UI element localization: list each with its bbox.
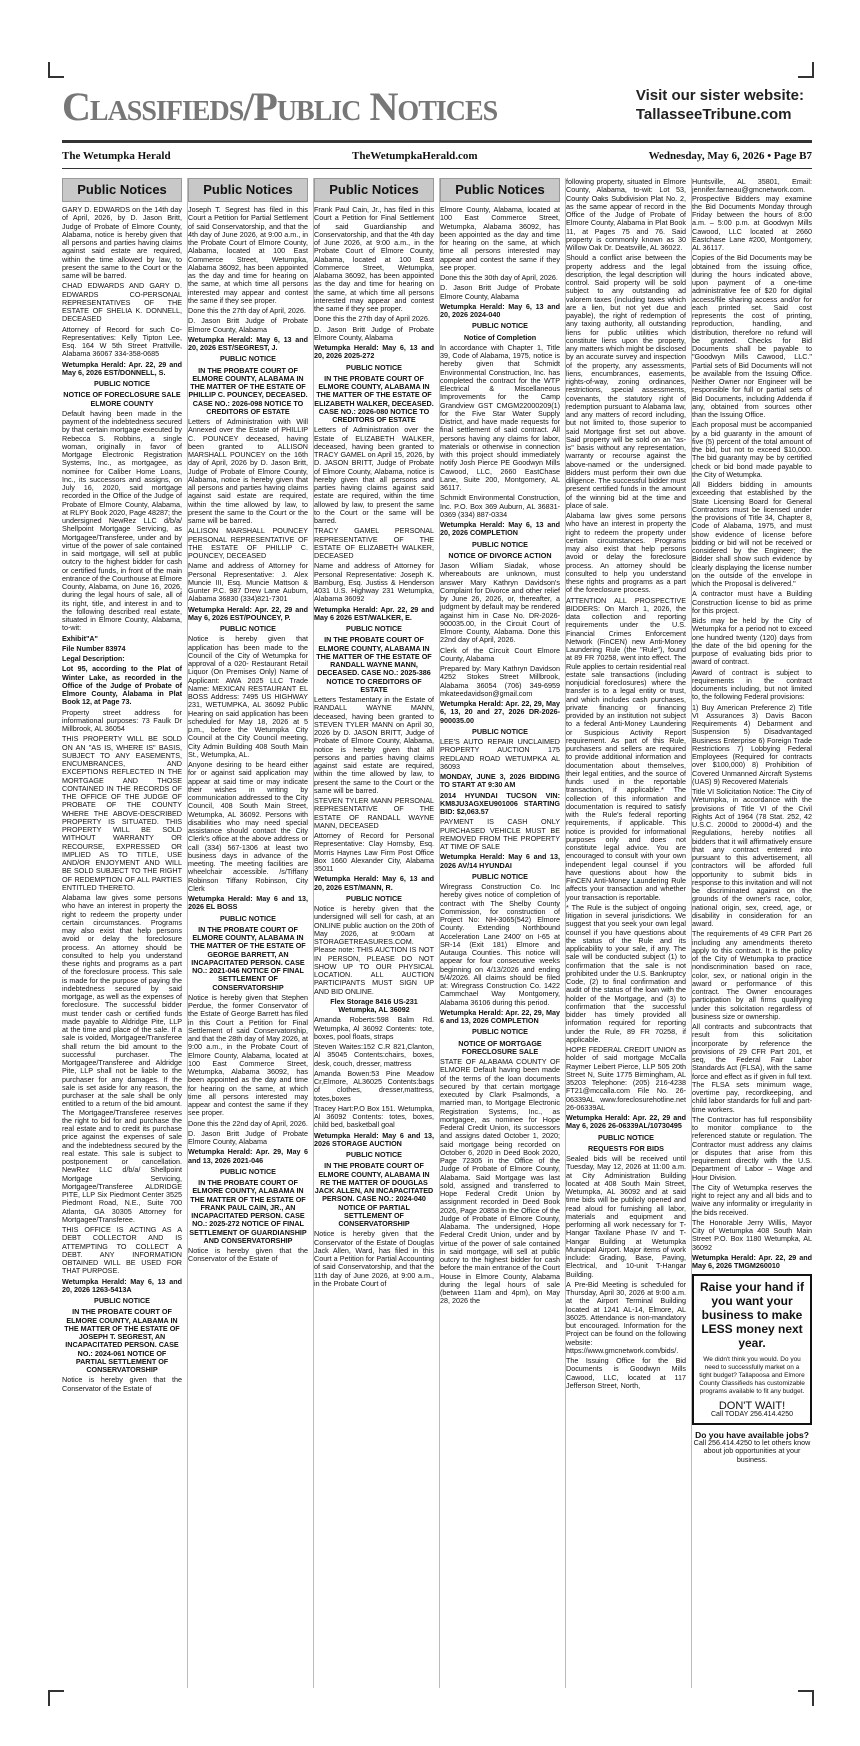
notice-heading: PUBLIC NOTICE [220,913,276,923]
ad-phone: Call TODAY 256.414.4250 [711,1410,793,1418]
storage-facility: Flex Storage 8416 US-231 Wetumpka, AL 36092 [330,996,418,1014]
notice-text: Letters of Administration with Will Annexed over the Estate of PHILLIP C. POUNCEY deceased, having been granted to ALLISON MARSHALL POUNCEY on the 16th day of April, 2026 by D. Jason Britt, Judge of Probate of Elmore County, Alabama, notice is hereby given that all persons and parties having claims against said estate are required, within the time allowed by law, to present the same to the Court or the same will be barred. [188,417,308,525]
notice-text: THIS OFFICE IS ACTING AS A DEBT COLLECTOR AND IS ATTEMPTING TO COLLECT A DEBT. ANY INFORMATION OBTAINED WILL BE USED FOR THAT PURPOSE. [62,1225,182,1276]
notice-text: The Honorable Jerry Willis, Mayor City of Wetumpka 408 South Main Street P.O. Box 1180 Wetumpka, AL 36092 [692,1217,812,1252]
notice-text: Lot 95, according to the Plat of Winter Lake, as recorded in the Office of the Judge of Probate of Elmore County, Alabama in Plat Book 12, at Page 73. [62,664,182,707]
notice-text: Sealed bids will be received until Tuesday, May 12, 2026 at 11:00 a.m. at City Administration Building located at 408 South Main Street, Wetumpka, AL 36092 and at said time bids will be publicly opened and read aloud for furnishing all labor, materials and equipment and performing all work necessary for T-Hangar Taxilane Phase IV and T-Hangar Building at Wetumpka Municipal Airport. Major items of work include: Grading, Base, Paving, Electrical, and 10-unit T-Hangar Building. [566,1154,686,1279]
notice-text: 1) Buy American Preference 2) Title VI Assurances 3) Davis Bacon Requirements 4) Debarment and Suspension 5) Disadvantaged Business Enterprise 6) Foreign Trade Restrictions 7) Lobbying Federal Employees (Required for contracts over $100,000) 8) Prohibition of Covered Unmanned Aircraft Systems (UAS) 9) Recovered Materials [692,702,812,786]
publication-line: Wetumpka Herald: May 6, 13 and 20, 2026 COMPLETION [440,520,560,538]
notice-text: Copies of the Bid Documents may be obtained from the issuing office, during the hours indicated above, upon payment of a one-time administrative fee of $20 for digital access/file sharing access and/or for each printed set. Said cost represents the cost of printing, reproduction, handling, and distribution, therefore no refund will be granted. Checks for Bid Documents shall be payable to "Goodwyn Mills Cawood, LLC." Partial sets of Bid Documents will not be available from the Issuing Office. Neither Owner nor Engineer will be responsible for full or partial sets of Bid Documents, including Addenda if any, obtained from sources other than the Issuing Office. [692,253,812,419]
notice-text: Should a conflict arise between the property address and the legal description, the legal description will control. Said property will be sold subject to any outstanding ad valorem taxes (including taxes which are a lien, but not yet due and payable), the right of redemption of any taxing authority, all outstanding liens for public utilities which constitute liens upon the property, any matters which might be disclosed by an accurate survey and inspection of the property, any assessments, liens, encumbrances, easements, rights-of-way, zoning ordinances, restrictions, special assessments, covenants, the statutory right of redemption pursuant to Alabama law, and any matters of record including, but not limited to, those superior to said Mortgage first set out above. Said property will be sold on an "as-is" basis without any representation, warranty or recourse against the above-named or the undersigned. Bidders must perform their own due diligence. The successful bidder must present certified funds in the amount of the winning bid at the time and place of sale. [566,253,686,510]
publication-line: Wetumpka Herald: May 6, 13 and 20, 2026 EST/MANN, R. [314,874,434,892]
notice-title: NOTICE OF FORECLOSURE SALE ELMORE COUNTY [63,390,181,408]
notice-text: All contracts and subcontracts that result from this solicitation incorporate by reference the provisions of 29 CFR Part 201, et seq, the Federal Fair Labor Standards Act (FLSA), with the same force and effect as if given in full text. The FLSA sets minimum wage, overtime pay, recordkeeping, and child labor standards for full and part-time workers. [692,1022,812,1114]
notice-text: * The Rule is the subject of ongoing litigation in several jurisdictions. We suggest that you seek your own legal counsel if you have questions about the status of the Rule and its applicability to your sale, if any. The sale will be conducted subject (1) to confirmation that the sale is not prohibited under the U.S. Bankruptcy Code, (2) to final confirmation and audit of the status of the loan with the holder of the Mortgage, and (3) to confirmation that the successful bidder has timely provided all information required for reporting under the Rule, 89 FR 70258, if applicable. [566,902,686,1044]
notice-text: Notice is hereby given that application has been made to the Council of the City of Wetumpka for approval of a 020- Restaurant Retail Liquor (On Premises Only) Name of Applicant: AWA 2025 LLC Trade Name: MEXICAN RESTAURANT EL BOSS Address: 7495 US HIGHWAY 231, WETUMPKA, AL 36092 Public Hearing on said application has been scheduled for May 18, 2026 at 5 p.m., before the Wetumpka City Council at the City Council meeting, City Admin Building 408 South Main St., Wetumpka, AL. [188,634,308,759]
ad-headline: Raise your hand if you want your business to make LESS money next year. [699,1280,805,1351]
notice-heading: PUBLIC NOTICE [220,1166,276,1176]
notice-text: The requirements of 49 CFR Part 26 including any amendments thereto apply to this contract. It is the policy of the City of Wetumpka to practice nondiscrimination based on race, color, sex, or national origin in the award or performance of this contract. The Owner encourages participation by all firms qualifying under this solicitation regardless of business size or ownership. [692,929,812,1021]
notice-text: Notice is hereby given that Stephen Perdue, the former Conservator of the Estate of George Barrett has filed in this Court a Petition for Final Settlement of said Conservatorship, and that the 28th day of May 2026, at 9:00 a.m., in the Probate Court of Elmore County, Alabama, located at 100 East Commerce Street, Wetumpka, Alabama 36092, has been appointed as the day and time for hearing on the same, at which time all persons interested may appear and contest the same if they see proper. [188,992,308,1118]
notice-text: Notice is hereby given that the Conservator of the Estate of [188,1246,308,1264]
column-header: Public Notices [314,178,434,202]
notice-heading: PUBLIC NOTICE [472,871,528,881]
notice-heading: PUBLIC NOTICE [94,1296,150,1305]
auction-date: MONDAY, JUNE 3, 2026 BIDDING TO START AT 9:30 AM [440,772,560,790]
notice-text: Name and address of Attorney for Personal Representative: Joseph K. Bamburg, Esq. Justiss & Henderson 4031 U.S. Highway 231 Wetumpka, Alabama 36092 [314,561,434,604]
notice-title: IN THE PROBATE COURT OF ELMORE COUNTY, ALABAMA IN THE MATTER OF THE ESTATE OF PHILLIP C. POUNCEY, DECEASED. CASE NO.: 2026-098 NOTICE TO CREDITORS OF ESTATE [188,365,308,416]
notice-title: IN THE PROBATE COURT OF ELMORE COUNTY, ALABAMA IN THE MATTER OF THE ESTATE OF RANDALL WAYNE MANN, DECEASED. CASE NO.: 2025-386 NOTICE TO CREDITORS OF ESTATE [316,635,432,694]
notice-heading: PUBLIC NOTICE [472,539,528,549]
sister-site-promo [636,86,804,124]
jobs-title: Do you have available jobs? [695,1429,809,1440]
publication-line: Wetumpka Herald: May 6 and 13, 2026 AV/14 HYUNDAI [440,852,560,870]
notice-text: Joseph T. Segrest has filed in this Court a Petition for Partial Settlement of said Conservatorship, and that the 4th day of June 2026, at 9:00 a.m., in the Probate Court of Elmore County, Alabama, located at 100 East Commerce Street, Wetumpka, Alabama 36092, has been appointed as the day and time for hearing on the same, at which time all persons interested may appear and contest the same if they see proper. [188,205,308,305]
notice-title: REQUESTS FOR BIDS [588,1143,664,1153]
notice-text: Notice is hereby given that the Conservator of the Estate of [62,1375,182,1393]
notice-title: IN THE PROBATE COURT OF ELMORE COUNTY, ALABAMA IN RE THE MATTER OF DOUGLAS JACK ALLEN, AN INCAPACITATED PERSON. CASE NO.: 2024-040 NOTICE OF PARTIAL SETTLEMENT OF CONSERVATORSHIP [314,1161,434,1228]
notice-text: D. Jason Britt Judge of Probate Elmore County, Alabama [314,324,434,342]
notice-text: D. Jason Britt Judge of Probate Elmore County, Alabama [188,316,308,334]
notice-text: Anyone desiring to be heard either for or against said application may appear at said time or may indicate their wishes in writing by communication addressed to the City Council, 408 South Main Street, Wetumpka, AL 36092. Persons with disabilities who may need special assistance should contact the City Clerk's office at the above address or call (334) 567-1306 at least two business days in advance of the meeting. The meeting facilities are wheelchair accessible. /s/Tiffany Robinson Tiffany Robinson, City Clerk [188,760,308,893]
notice-text: Amanda Bowen:53 Pine Meadow Cr,Elmore, AL36025 Contents:bags of clothes, dresser,mattress, totes,boxes [314,1068,434,1103]
notice-text: Attorney of Record for Personal Representative: Clay Hornsby, Esq. Morris Haynes Law Firm Post Office Box 1660 Alexander City, Alabama 35011 [314,831,434,873]
advertising-promo-box [692,1274,812,1425]
notice-text: File Number 83974 [62,643,126,653]
date-and-page: Wednesday, May 6, 2026 • Page B7 [648,150,812,162]
notice-text: Property street address for informational purposes: 73 Faulk Dr Millbrook, AL 36054 [62,707,182,733]
newspaper-page [48,70,812,1690]
notice-title: NOTICE OF DIVORCE ACTION [448,550,552,560]
notice-text: Each proposal must be accompanied by a bid guaranty in the amount of five (5) percent of the total amount of the bid, but not to exceed $10,000. The bid guaranty may be by certified check or bid bond made payable to the City of Wetumpka. [692,420,812,479]
jobs-promo [692,1431,812,1464]
notice-text: Steven Waites:152 C.R 821,Clanton, Al 35045 Contents:chairs, boxes, desk, couch, dresser, mattress [314,1042,434,1068]
notice-text: All Bidders bidding in amounts exceeding that established by the State Licensing Board for General Contractors must be licensed under the provisions of Title 34, Chapter 8, Code of Alabama, 1975, and must show evidence of license before bidding or bid will not be received or considered by the Engineer; the Bidder shall show such evidence by clearly displaying the license number on the outside of the envelope in which the Proposal is delivered." [692,480,812,588]
notice-title: IN THE PROBATE COURT OF ELMORE COUNTY, ALABAMA IN THE MATTER OF THE ESTATE OF JOSEPH T. SEGREST, AN INCAPACITATED PERSON. CASE NO.: 2024-061 NOTICE OF PARTIAL SETTLEMENT OF CONSERVATORSHIP [64,1307,180,1374]
notice-heading: PUBLIC NOTICE [94,379,150,388]
section-title: Classifieds/Public Notices [62,84,498,129]
notice-text: Notice is hereby given that the Conservator of the Estate of Douglas Jack Allen, Ward, has filed in this Court a Petition for Partial Accounting of said Conservatorship, and that the 11th day of June 2026, at 9:00 a.m., in the Probate Court of [314,1229,434,1288]
notice-text: Jason William Siadak, whose whereabouts are unknown, must answer Mary Kathryn Davidson's Complaint for Divorce and other relief by June 26, 2026, or, thereafter, a judgment by default may be rendered against him in Case No. DR-2026-900035.00, in the Circuit Court of Elmore County, Alabama. Done this 22nd day of April, 2026. [440,561,560,645]
notice-heading: PUBLIC NOTICE [472,726,528,736]
vehicle-listing: 2014 HYUNDAI TUCSON VIN: KM8JU3AGXEU901006 STARTING BID: $2,063.57 [440,790,560,816]
column-3 [314,178,434,1688]
notice-text: Done this the 22nd day of April, 2026. [188,1118,308,1128]
column-2 [188,178,308,1688]
column-5 [566,178,686,1688]
masthead [48,84,812,130]
notice-text: In accordance with Chapter 1, Title 39, Code of Alabama, 1975, notice is hereby given that Schmidt Environmental Construction, Inc. has completed the contract for the WTP Electrical & Miscellaneous Improvements for the Camp Grandview GST CMGM22000209(1) for the Five Star Water Supply District, and have made requests for final settlement of said contract. All persons having any claims for labor, materials or otherwise in connection with this project should immediately notify Josh Pierce PE Goodwyn Mills Cawood, LLC, 2660 EastChase Lane, Suite 200, Montgomery, AL 36117. [440,342,560,492]
notice-text: Title VI Solicitation Notice: The City of Wetumpka, in accordance with the provisions of Title VI of the Civil Rights Act of 1964 (78 Stat. 252, 42 U.S.C. 2000d to 2000d-4) and the Regulations, hereby notifies all bidders that it will affirmatively ensure that any contract entered into pursuant to this advertisement, all contractors will be afforded full opportunity to submit bids in response to this invitation and will not be discriminated against on the grounds of the owner's race, color, national origin, sex, creed, age, or disability in consideration for an award. [692,787,812,928]
notice-heading: PUBLIC NOTICE [346,1150,402,1159]
notice-title: IN THE PROBATE COURT OF ELMORE COUNTY, ALABAMA IN THE MATTER OF THE ESTATE OF FRANK PAUL CAIN, JR., AN INCAPACITATED PERSON. CASE NO.: 2025-272 NOTICE OF FINAL SETTLEMENT OF GUARDIANSHIP AND CONSERVATORSHIP [189,1178,307,1245]
notice-text: D. Jason Britt Judge of Probate Elmore County, Alabama [188,1128,308,1146]
publication-line: Wetumpka Herald: Apr. 22, 29 and May 6 2026 EST/WALKER, E. [314,604,434,622]
publication-line: Wetumpka Herald: May 6 and 13, 2026 STORAGE AUCTION [314,1130,434,1148]
notice-heading: PUBLIC NOTICE [220,624,276,633]
publication-line: Wetumpka Herald: May 6, 13 and 20, 2026 2025-272 [314,343,434,361]
publication-line: Wetumpka Herald: Apr. 29, May 6 and 13, 2026 2021-046 [188,1147,308,1165]
publication-line: Wetumpka Herald: May 6, 13 and 20, 2026 2024-040 [440,301,560,319]
notice-text: Tracey Hart:P.O Box 151. Wetumpka, Al 36092 Contents: totes, boxes, child bed, basketball goal [314,1103,434,1130]
ad-body: We didn't think you would. Do you need to successfully market on a tight budget? Tallapoosa and Elmore County Classifieds has customizable programs available to fit any budget. [699,1356,805,1396]
notice-text: The City of Wetumpka reserves the right to reject any and all bids and to waive any informality or irregularity in the bids received. [692,1182,812,1217]
column-4 [440,178,560,1688]
notice-heading: PUBLIC NOTICE [472,321,528,331]
sister-site-url[interactable]: TallasseeTribune.com [635,106,792,123]
notice-text: Name and address of Attorney for Personal Representative: J. Alex Muncie III, Esq. Muncie Mattson & Gunter P.C. 987 Drew Lane Auburn, Alabama 36830 (334)821-7301 [188,561,308,604]
notice-text: ATTENTION ALL PROSPECTIVE BIDDERS: On March 1, 2026, the data collection and reporting requirements under the U.S. Financial Crimes Enforcement Network (FinCEN) new Anti-Money Laundering Rule (the "Rule"), found at 89 FR 70258, went into effect. The Rule applies to certain residential real estate sale transactions (including nonjudicial foreclosures) where the transfer is to a legal entity or trust, and which includes cash purchases, private financing or financing provided by an institution not subject to a federal Anti-Money Laundering or Suspicious Activity Report requirement. As part of this Rule, purchasers and sellers are required to provide additional information and documentation about themselves, their legal entities, and the source of funds used in the reportable transaction, if applicable.* The collection of this information and documentation is required to satisfy with the Rule's federal reporting requirements, if applicable. This notice is provided for informational purposes only and does not constitute legal advice. You are encouraged to consult with your own independent legal counsel if you have questions about how the FinCEN Anti-Money Laundering Rule affects your transaction and whether your transaction is reportable. [566,595,686,902]
notice-text: Wiregrass Construction Co. Inc hereby gives notice of completion of contract with The Shelby County Commission, for construction of Project No: NH-3065(542) Elmore County. Extending Northbound Acceleration Lane 2400' on I-65 at SR-14 (Exit 181) Elmore and Autauga Counties. This notice will appear for four consecutive weeks beginning on 4/13/2026 and ending 5/4/2026. All claims should be filed at: Wiregrass Construction Co. 1422 Cammchael Way Montgomery, Alabama 36106 during this period. [440,882,560,1007]
crop-mark-bottom-left [48,1690,64,1706]
notice-text: Attorney of Record for such Co- Representatives: Kelly Tipton Lee, Esq. 164 W 5th Street Prattville, Alabama 36067 334-358-0685 [62,324,182,359]
publication-line: Wetumpka Herald: May 6, 13 and 20, 2026 EST/SEGREST, J. [188,334,308,352]
notice-heading: PUBLIC NOTICE [346,362,402,372]
notice-text: LEE'S AUTO REPAIR UNCLAIMED PROPERTY AUCTION 175 REDLAND ROAD WETUMPKA AL 36093 [440,737,560,771]
notice-text: Bids may be held by the City of Wetumpka for a period not to exceed one hundred twenty (120) days from the date of the bid opening for the purpose of evaluating bids prior to award of contract. [692,616,812,667]
visit-line: Visit our sister website: [635,87,804,104]
notice-text: Notice is hereby given that the undersigned will sell for cash, at an ONLINE public auction on the 20th of May 2026, at 9:00am at STORAGETREASURES.COM. Please note: THIS AUCTION IS NOT IN PERSON, PLEASE DO NOT SHOW UP TO OUR PHYSICAL LOCATION. ALL AUCTION PARTICIPANTS MUST SIGN UP AND BID ONLINE. [314,904,434,996]
notice-text: Elmore County, Alabama, located at 100 East Commerce Street, Wetumpka, Alabama 36092, has been appointed as the day and time for hearing on the same, at which time all persons interested may appear and contest the same if they see proper. [440,205,560,272]
notice-text: STATE OF ALABAMA COUNTY OF ELMORE Default having been made of the terms of the loan documents secured by that certain mortgage executed by Clark Psalmonds, a married man, to Mortgage Electronic Registration Systems, Inc., as mortgagee, as nominee for Hope Federal Credit Union, its successors and assigns dated October 1, 2020; said mortgage being recorded on October 6, 2020 in Deed Book 2020, Page 72305 in the Office of the Judge of Probate of Elmore County, Alabama. Said Mortgage was last sold, assigned and transferred to Hope Federal Credit Union by assignment recorded in Deed Book 2026, Page 20858 in the Office of the Judge of Probate of Elmore County, Alabama. The undersigned, Hope Federal Credit Union, under and by virtue of the power of sale contained in said mortgage, will sell at public outcry to the highest bidder for cash before the main entrance of the Court House in Elmore County, Alabama during the legal hours of sale (between 11am and 4pm), on May 28, 2026 the [440,1057,560,1306]
publication-line: Wetumpka Herald: Apr. 22, 29, May 6, 13, 20 and 27, 2026 DR-2026-900035.00 [440,699,560,725]
notice-text: Legal Description: [62,654,125,663]
notice-text: Huntsville, AL 35801, Email: jennifer.farneau@gmcnetwork.com. Prospective Bidders may examine the Bid Documents Monday through Friday between the hours of 8:00 a.m. – 5:00 p.m. at Goodwyn Mills Cawood, LLC located at 2660 Eastchase Lane #200, Montgomery, AL 36117. [692,178,812,252]
notice-text: STEVEN TYLER MANN PERSONAL REPRESENTATIVE OF THE ESTATE OF RANDALL WAYNE MANN, DECEASED [314,796,434,830]
notice-text: PAYMENT IS CASH ONLY PURCHASED VEHICLE MUST BE REMOVED FROM THE PROPERTY AT TIME OF SALE [440,817,560,851]
notice-text: Letters Testamentary in the Estate of RANDALL WAYNE MANN, deceased, having been granted to STEVEN TYLER MANN on April 30, 2026 by D. JASON BRITT, Judge of Probate of Elmore County, Alabama, notice is hereby given that all persons and parties having claims against said estate are required, within the time allowed by law, to present the same to the Court or the same will be barred. [314,695,434,795]
folio-line [62,150,812,166]
notice-heading: PUBLIC NOTICE [472,1027,528,1037]
paper-name: The Wetumpka Herald [62,150,171,162]
notice-title: IN THE PROBATE COURT OF ELMORE COUNTY, ALABAMA IN THE MATTER OF THE ESTATE OF GEORGE BARRETT, AN INCAPACITATED PERSON. CASE NO.: 2021-046 NOTICE OF FINAL SETTLEMENT OF CONSERVATORSHIP [190,924,306,992]
column-6 [692,178,812,1688]
notice-text: A contractor must have a Building Construction license to bid as prime for this project. [692,589,812,615]
notice-text: THIS PROPERTY WILL BE SOLD ON AN "AS IS, WHERE IS" BASIS, SUBJECT TO ANY EASEMENTS, ENCUMBRANCES, AND EXCEPTIONS REFLECTED IN THE MORTGAGE AND THOSE CONTAINED IN THE RECORDS OF THE OFFICE OF THE JUDGE OF PROBATE OF THE COUNTY WHERE THE ABOVE-DESCRIBED PROPERTY IS SITUATED. THIS PROPERTY WILL BE SOLD WITHOUT WARRANTY OR RECOURSE, EXPRESSED OR IMPLIED AS TO TITLE, USE AND/OR ENJOYMENT AND WILL BE SOLD SUBJECT TO THE RIGHT OF REDEMPTION OF ALL PARTIES ENTITLED THERETO. [62,734,182,892]
notice-text: Done this the 30th day of April, 2026. [440,273,558,282]
notice-text: Amanda Roberts:598 Balm Rd. Wetumpka, Al 36092 Contents: tote, boxes, pool floats, straps [314,1015,434,1041]
publication-line: Wetumpka Herald: Apr. 22, 29 and May 6, 2026 EST/POUNCEY, P. [188,604,308,622]
notice-columns [62,178,812,1688]
notice-text: following property, situated in Elmore County, Alabama, to-wit: Lot 53, County Oaks Subdivision Plat No. 2, as the same appear of record in the Office of the Judge of Probate of Elmore County, Alabama in Plat Book 11, at Pages 75 and 76. Said property is commonly known as 30 Willow Oak Dr. Deatsville, AL 36022. [566,178,686,252]
publication-line: Wetumpka Herald: Apr. 22, 29 and May 6, 2026 EST/DONNELL, S. [62,359,182,377]
jobs-body: Call 256.414.4250 to let others know about job opportunities at your business. [693,1438,811,1464]
column-1 [62,178,182,1688]
notice-text: Frank Paul Cain, Jr., has filed in this Court a Petition for Final Settlement of said Guardianship and Conservatorship, and that the 4th day of June 2026, at 9:00 a.m., in the Probate Court of Elmore County, Alabama, located at 100 East Commerce Street, Wetumpka, Alabama 36092, has been appointed as the day and time for hearing on the same, at which time all persons interested may appear and contest the same if they see proper. [314,205,434,313]
notice-text: Done this the 27th day of April 2026. [314,314,430,324]
notice-heading: PUBLIC NOTICE [220,354,276,364]
notice-text: The Issuing Office for the Bid Documents is Goodwyn Mills Cawood, LLC, located at 117 Jefferson Street, North, [566,1356,686,1390]
notice-text: Alabama law gives some persons who have an interest in property the right to redeem the property under certain circumstances. Programs may also exist that help persons avoid or delay the foreclosure process. An attorney should be consulted to help you understand these rights and programs as a part of the foreclosure process. This sale is made for the purpose of paying the indebtedness secured by said mortgage, as well as the expenses of foreclosure. The successful bidder must tender cash or certified funds made payable to Aldridge Pite, LLP at the time and place of the sale. If a sale is voided, Mortgagee/Transferee shall return the bid amount to the successful purchaser. The Mortgagee/Transferee and Aldridge Pite, LLP shall not be liable to the purchaser for any damages. If the sale is set aside for any reason, the purchaser at the sale shall be only entitled to a return of the bid amount. The Mortgagee/Transferee reserves the right to bid for and purchase the real estate and to credit its purchase price against the expenses of sale and the indebtedness secured by the real estate. This sale is subject to postponement or cancellation. NewRez LLC d/b/a/ Shellpoint Mortgage Servicing, Mortgagee/Transferee ALDRIDGE PITE, LLP Six Piedmont Center 3525 Piedmont Road, N.E., Suite 700 Atlanta, GA 30305 Attorney for Mortgagee/Transferee. [62,893,182,1224]
notice-heading: PUBLIC NOTICE [346,893,402,903]
notice-text: Done this the 27th day of April, 2026. [188,306,306,315]
notice-text: Schmidt Environmental Construction, Inc. P.O. Box 369 Auburn, AL 36831-0369 (334) 887-0334 [440,493,560,519]
notice-text: HOPE FEDERAL CREDIT UNION as holder of said mortgage McCalla Raymer Leibert Pierce, LLP 505 20th Street N, Suite 1775 Birmingham, AL 35203 Telephone: (205) 216-4238 FT21@mccalla.com File No. 26-06339AL www.foreclosurehotline.net 26-06339AL [566,1045,686,1112]
notice-heading: PUBLIC NOTICE [598,1132,654,1142]
notice-text: The Contractor has full responsibility to monitor compliance to the referenced statute or regulation. The Contractor must address any claims or disputes that arise from this requirement directly with the U.S. Department of Labor – Wage and Hour Division. [692,1114,812,1182]
notice-text: D. Jason Britt Judge of Probate Elmore County, Alabama [440,283,560,301]
column-header: Public Notices [440,178,560,202]
publication-line: Wetumpka Herald: May 6 and 13, 2026 EL BOSS [188,894,308,912]
notice-text: Alabama law gives some persons who have an interest in property the right to redeem the property under certain circumstances. Programs may also exist that help persons avoid or delay the foreclosure process. An attorney should be consulted to help you understand these rights and programs as a part of the foreclosure process. [566,511,686,595]
notice-text: CHAD EDWARDS AND GARY D. EDWARDS CO-PERSONAL REPRESENTATIVES OF THE ESTATE OF SHELIA K. DONNELL, DECEASED [62,281,182,324]
notice-title: IN THE PROBATE COURT OF ELMORE COUNTY, ALABAMA IN THE MATTER OF THE ESTATE OF ELIZABETH WALKER, DECEASED. CASE NO.: 2026-080 NOTICE TO CREDITORS OF ESTATE [314,373,434,424]
notice-text: A Pre-Bid Meeting is scheduled for Thursday, April 30, 2026 at 9:00 a.m. at the Airport Terminal Building located at 1241 AL-14, Elmore, AL 36025. Attendance is non-mandatory but encouraged. Information for the Project can be found on the following website: https://www.gmcnetwork.com/bids/. [566,1279,686,1355]
notice-text: ALLISON MARSHALL POUNCEY PERSONAL REPRESENTATIVE OF THE ESTATE OF PHILLIP C. POUNCEY, DECEASED [188,526,308,560]
folio-rule [62,168,812,169]
notice-text: Default having been made in the payment of the indebtedness secured by that certain mortgage executed by Rebecca S. Robbins, a single woman, originally in favor of Mortgage Electronic Registration Systems, Inc., as mortgagee, as nominee for Caliber Home Loans, Inc., its successors and assigns, on July 16, 2020, said mortgage recorded in the Office of the Judge of Probate of Elmore County, Alabama, at RLPY Book 2020, Page 48287; the undersigned NewRez LLC d/b/a/ Shellpoint Mortgage Servicing, as Mortgagee/Transferee, under and by virtue of the power of sale contained in said mortgage, will sell at public outcry to the highest bidder for cash or certified funds, in front of the main entrance of the Courthouse at Elmore County, Alabama, on June 16, 2026, during the legal hours of sale, all of its right, title, and interest in and to the following described real estate, situated in Elmore County, Alabama, to-wit: [62,408,182,633]
notice-text: Exhibit"A" [62,633,98,643]
masthead-rule [62,140,812,143]
column-header: Public Notices [62,178,182,202]
notice-heading: PUBLIC NOTICE [346,624,402,633]
notice-text: Award of contract is subject to requirements in the contract documents including, but not limited to, the following Federal provisions: [692,667,812,702]
crop-mark-bottom-right [798,1690,814,1706]
notice-title: NOTICE OF MORTGAGE FORECLOSURE SALE [458,1038,542,1056]
publication-line: Wetumpka Herald: Apr. 22, 29, May 6 and 13, 2026 COMPLETION [440,1007,560,1025]
column-header: Public Notices [188,178,308,202]
notice-text: Letters of Administration over the Estate of ELIZABETH WALKER, deceased, having been granted to TRACY GAMEL on April 15, 2026, by D. JASON BRITT, Judge of Probate of Elmore County, Alabama, notice is hereby given that all persons and parties having claims against said estate are required, within the time allowed by law, to present the same to the Court or the same will be barred. [314,425,434,525]
publication-line: Wetumpka Herald: Apr. 22, 29 and May 6, 2026 26-06339AL/10730495 [566,1113,686,1131]
paper-website[interactable]: TheWetumpkaHerald.com [352,150,478,162]
notice-title: Notice of Completion [463,332,537,342]
publication-line: Wetumpka Herald: Apr. 22, 29 and May 6, 2026 TMGM260010 [692,1252,812,1270]
notice-text: TRACY GAMEL PERSONAL REPRESENTATIVE OF THE ESTATE OF ELIZABETH WALKER, DECEASED [314,526,434,560]
notice-text: Prepared by: Mary Kathryn Davidson 4252 Stokes Street Millbrook, Alabama 36054 (706) 349-6959 mkateedavidson@gmail.com [440,664,560,698]
ad-cta: DON'T WAIT! [718,1400,786,1413]
notice-text: GARY D. EDWARDS on the 14th day of April, 2026, by D. Jason Britt, Judge of Probate of Elmore County, Alabama, notice is hereby given that all persons and parties having claims against said estate are required, within the time allowed by law, to present the same to the Court or the same will be barred. [62,205,182,280]
notice-text: Clerk of the Circuit Court Elmore County, Alabama [440,645,560,663]
publication-line: Wetumpka Herald: May 6, 13 and 20, 2026 1263-5413A [62,1276,182,1294]
